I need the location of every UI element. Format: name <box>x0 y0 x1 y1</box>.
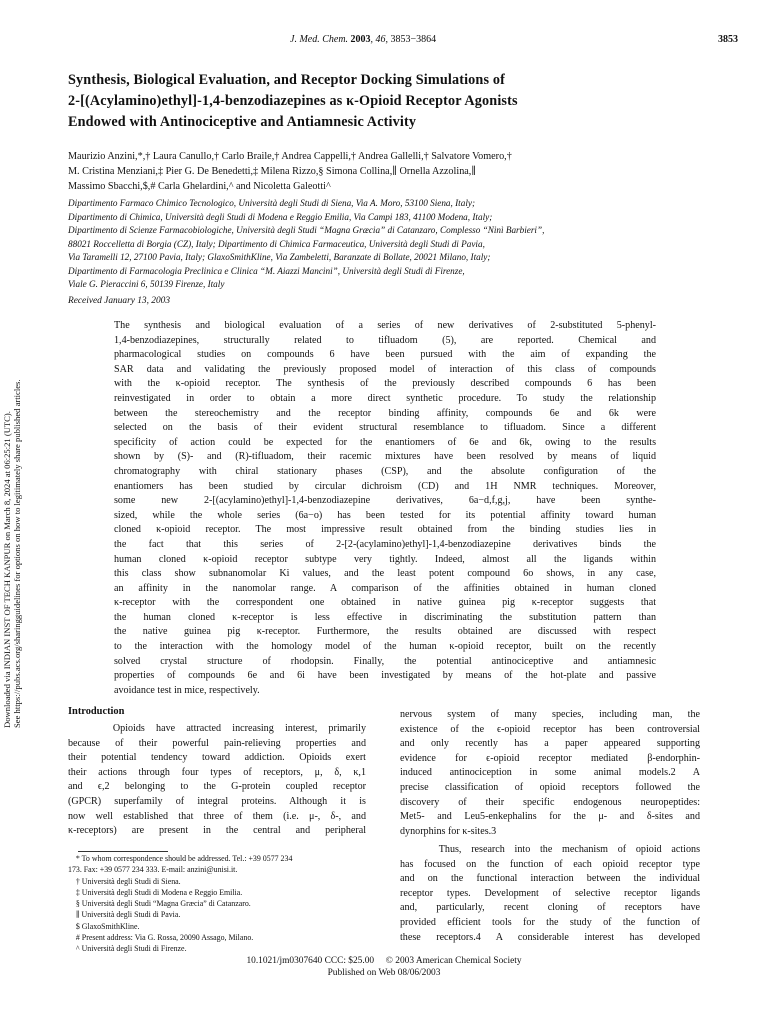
footnote-line: # Present address: Via G. Rossa, 20090 Assago, Milano. <box>68 933 254 943</box>
abstract-line: selected on the basis of their evident structural resemblance to tifluadom. Since a different <box>114 422 656 434</box>
introduction-right-column <box>400 708 700 839</box>
running-head: J. Med. Chem. 2003, 46, 3853−3864 <box>290 34 437 45</box>
abstract-line: chromatography with chiral stationary phases (CSP), and the absolute configuration of the <box>114 465 656 477</box>
title-line: Synthesis, Biological Evaluation, and Receptor Docking Simulations of <box>68 72 505 88</box>
abstract-line: solved crystal structure of rhodopsin. Finally, the potential antinociceptive and antiamnesic <box>114 655 656 667</box>
abstract-line: sized, while the whole series (6a−o) has been tested for its potential affinity toward human <box>114 509 656 521</box>
footnotes <box>68 853 368 955</box>
body-line: (GPCR) superfamily of integral proteins. Although it is <box>68 795 366 807</box>
introduction-right-column-paragraph-2 <box>400 843 700 945</box>
author-line: Massimo Sbacchi,$,# Carla Ghelardini,^ and Nicoletta Galeotti^ <box>68 180 331 192</box>
affiliation-line: Dipartimento Farmaco Chimico Tecnologico, Università degli Studi di Siena, Via A. Moro, 53100 Siena, Italy; <box>68 198 476 208</box>
abstract-line: the fact that this series of 2-[2-(acylamino)ethyl]-1,4-benzodiazepine derivatives binds the <box>114 538 656 550</box>
abstract-line: between the stereochemistry and the receptor binding affinity, compounds 6e and 6k were <box>114 407 656 419</box>
download-notice-line: Downloaded via INDIAN INST OF TECH KANPUR on March 8, 2024 at 06:25:21 (UTC). <box>2 411 12 728</box>
abstract-line: κ-receptor with the correspondent one obtained in native guinea pig κ-receptor suggests that <box>114 597 656 609</box>
abstract-line: this class show subnanomolar Ki values, and the least potent compound 6o shows, in any case, <box>114 568 656 580</box>
abstract-line: specificity of action could be expected for the enantiomers of 6e and 6k, owing to the results <box>114 436 656 448</box>
author-list <box>68 150 718 194</box>
body-line: evidence for ϵ-opioid receptor mediated β-endorphin- <box>400 752 700 764</box>
footnote-line: ^ Università degli Studi di Firenze. <box>68 944 187 954</box>
introduction-heading: Introduction <box>68 706 125 717</box>
received-date: Received January 13, 2003 <box>68 296 171 306</box>
footnote-line: $ GlaxoSmithKline. <box>68 921 140 931</box>
journal-year: 2003 <box>350 34 371 45</box>
body-line: now well established that three of them (i.e. μ-, δ-, and <box>68 810 366 822</box>
download-notice <box>2 298 26 734</box>
journal-volume: 46 <box>375 34 386 45</box>
title-line: 2-[(Acylamino)ethyl]-1,4-benzodiazepines as κ-Opioid Receptor Agonists <box>68 93 518 109</box>
affiliation-line: 88021 Roccelletta di Borgia (CZ), Italy; Dipartimento di Chimica Farmaceutica, Università degli Studi di Pavia, <box>68 238 485 249</box>
abstract-line: with the κ-opioid receptor. The synthesis of the previously described compounds 6 has been <box>114 378 656 390</box>
introduction-left-column <box>68 722 366 839</box>
body-line: and ϵ,2 belonging to the G-protein coupled receptor <box>68 781 366 793</box>
body-line: has focused on the function of each opioid receptor type <box>400 858 700 870</box>
affiliation-line: Dipartimento di Scienze Farmacobiologiche, Università degli Studi “Magna Græcia” di Catanzaro, Complesso “Ninì Barbieri”, <box>68 225 545 235</box>
doi-copyright: 10.1021/jm0307640 CCC: $25.00 © 2003 American Chemical Society <box>246 956 522 966</box>
affiliation-line: Via Taramelli 12, 27100 Pavia, Italy; GlaxoSmithKline, Via Zambeletti, Baranzate di Bollate, 20021 Milano, Italy; <box>68 252 491 262</box>
body-line: their actions through four types of receptors, μ, δ, κ,1 <box>68 766 366 778</box>
abstract-line: cloned κ-opioid receptor. The most impressive result obtained from the binding studies lies in <box>114 524 656 536</box>
page-number: 3853 <box>718 34 738 45</box>
body-line: dynorphins for κ-sites.3 <box>400 825 497 837</box>
affiliations <box>68 197 718 292</box>
body-line: induced antinociception in some animal models.2 A <box>400 767 700 779</box>
footnote-line: 173. Fax: +39 0577 234 333. E-mail: anzini@unisi.it. <box>68 865 238 875</box>
footnote-rule <box>78 851 168 852</box>
page-footer <box>0 955 768 979</box>
abstract-line: avoidance test in mice, respectively. <box>114 684 260 696</box>
body-line: Opioids have attracted increasing interest, primarily <box>68 723 366 734</box>
article-title <box>68 70 718 133</box>
body-line: precise classification of opioid receptors followed the <box>400 781 700 793</box>
abstract <box>114 319 656 698</box>
published-date: Published on Web 08/06/2003 <box>327 968 441 978</box>
abstract-line: to the interaction with the homology model of the human κ-opioid receptor, built on the recently <box>114 641 656 653</box>
abstract-line: reinvestigated in order to obtain a more direct synthetic procedure. To study the relationship <box>114 392 656 404</box>
abstract-line: human cloned κ-opioid receptor subtype very tightly. Indeed, almost all the ligands within <box>114 553 656 565</box>
body-line: and on the functional interaction between the individual <box>400 873 700 885</box>
body-line: nervous system of many species, including man, the <box>400 709 700 720</box>
journal-pages: 3853−3864 <box>390 34 437 45</box>
footnote-line: ∥ Università degli Studi di Pavia. <box>68 910 181 920</box>
abstract-line: some new 2-[(acylamino)ethyl]-1,4-benzodiazepine derivatives, 6a−d,f,g,j, have been synthe- <box>114 495 656 507</box>
body-line: discovery of their specific endogenous neuropeptides: <box>400 796 700 808</box>
abstract-line: an affinity in the nanomolar range. A comparison of the affinities obtained in human cloned <box>114 582 656 594</box>
download-notice-link[interactable]: See https://pubs.acs.org/sharingguidelines for options on how to legitimately share published articles. <box>12 379 23 728</box>
footnote-line: * To whom correspondence should be addressed. Tel.: +39 0577 234 <box>68 854 293 863</box>
abstract-line: properties of compounds 6e and 6i have been investigated by means of the hot-plate and passive <box>114 670 656 682</box>
body-line: and only recently has a paper appeared supporting <box>400 738 700 750</box>
author-line: M. Cristina Menziani,‡ Pier G. De Benedetti,‡ Milena Rizzo,§ Simona Collina,∥ Ornella Azzolina,∥ <box>68 165 477 177</box>
abstract-line: shown by (S)- and (R)-tifluadom, their racemic mixtures have been resolved by means of liquid <box>114 451 656 463</box>
affiliation-line: Dipartimento di Farmacologia Preclinica e Clinica “M. Aiazzi Mancini”, Università degli Studi di Firenze, <box>68 265 465 276</box>
journal-name: J. Med. Chem. <box>290 34 349 45</box>
body-line: Met5- and Leu5-enkephalins for the μ- and δ-sites and <box>400 811 700 823</box>
body-line: because of their powerful pain-relieving properties and <box>68 737 366 749</box>
body-line: provided efficient tools for the study of the function of <box>400 916 700 928</box>
abstract-line: The synthesis and biological evaluation of a series of new derivatives of 2-substituted 5-phenyl- <box>114 320 656 331</box>
footnote-line: † Università degli Studi di Siena. <box>68 876 181 886</box>
affiliation-line: Dipartimento di Chimica, Università degli Studi di Modena e Reggio Emilia, Via Campi 183, 41100 Modena, Italy; <box>68 211 493 222</box>
abstract-line: enantiomers has been studied by circular dichroism (CD) and 1H NMR techniques. Moreover, <box>114 480 656 492</box>
body-line: and, particularly, recent cloning of receptors have <box>400 902 700 914</box>
abstract-line: 1,4-benzodiazepines, structurally related to tifluadom (5), are reported. Chemical and <box>114 334 656 346</box>
body-line: these receptors.4 A considerable interest has developed <box>400 931 700 943</box>
author-line: Maurizio Anzini,*,† Laura Canullo,† Carlo Braile,† Andrea Cappelli,† Andrea Gallelli,† Salvatore Vomero,† <box>68 151 512 162</box>
body-line: receptor types. Development of selective receptor ligands <box>400 887 700 899</box>
body-line: Thus, research into the mechanism of opioid actions <box>400 844 700 855</box>
affiliation-line: Viale G. Pieraccini 6, 50139 Firenze, Italy <box>68 279 225 289</box>
footnote-line: § Università degli Studi “Magna Græcia” di Catanzaro. <box>68 899 251 909</box>
abstract-line: the human cloned κ-receptor is less effective in discriminating the substitution pattern than <box>114 611 656 623</box>
footnote-line: ‡ Università degli Studi di Modena e Reggio Emilia. <box>68 887 243 897</box>
title-line: Endowed with Antinociceptive and Antiamnesic Activity <box>68 114 417 130</box>
abstract-line: SAR data and validating the previously proposed model of interaction of this class of compounds <box>114 363 656 375</box>
body-line: κ-receptors) are present in the central and peripheral <box>68 825 366 837</box>
abstract-line: pharmacological studies on compounds 6 have been pursued with the aim of expanding the <box>114 349 656 361</box>
abstract-line: the native guinea pig κ-receptor. Furthermore, the results obtained are discussed with respect <box>114 626 656 638</box>
body-line: their potential tendency toward addiction. Opioids exert <box>68 752 366 764</box>
body-line: existence of the ϵ-opioid receptor has been controversial <box>400 723 700 735</box>
